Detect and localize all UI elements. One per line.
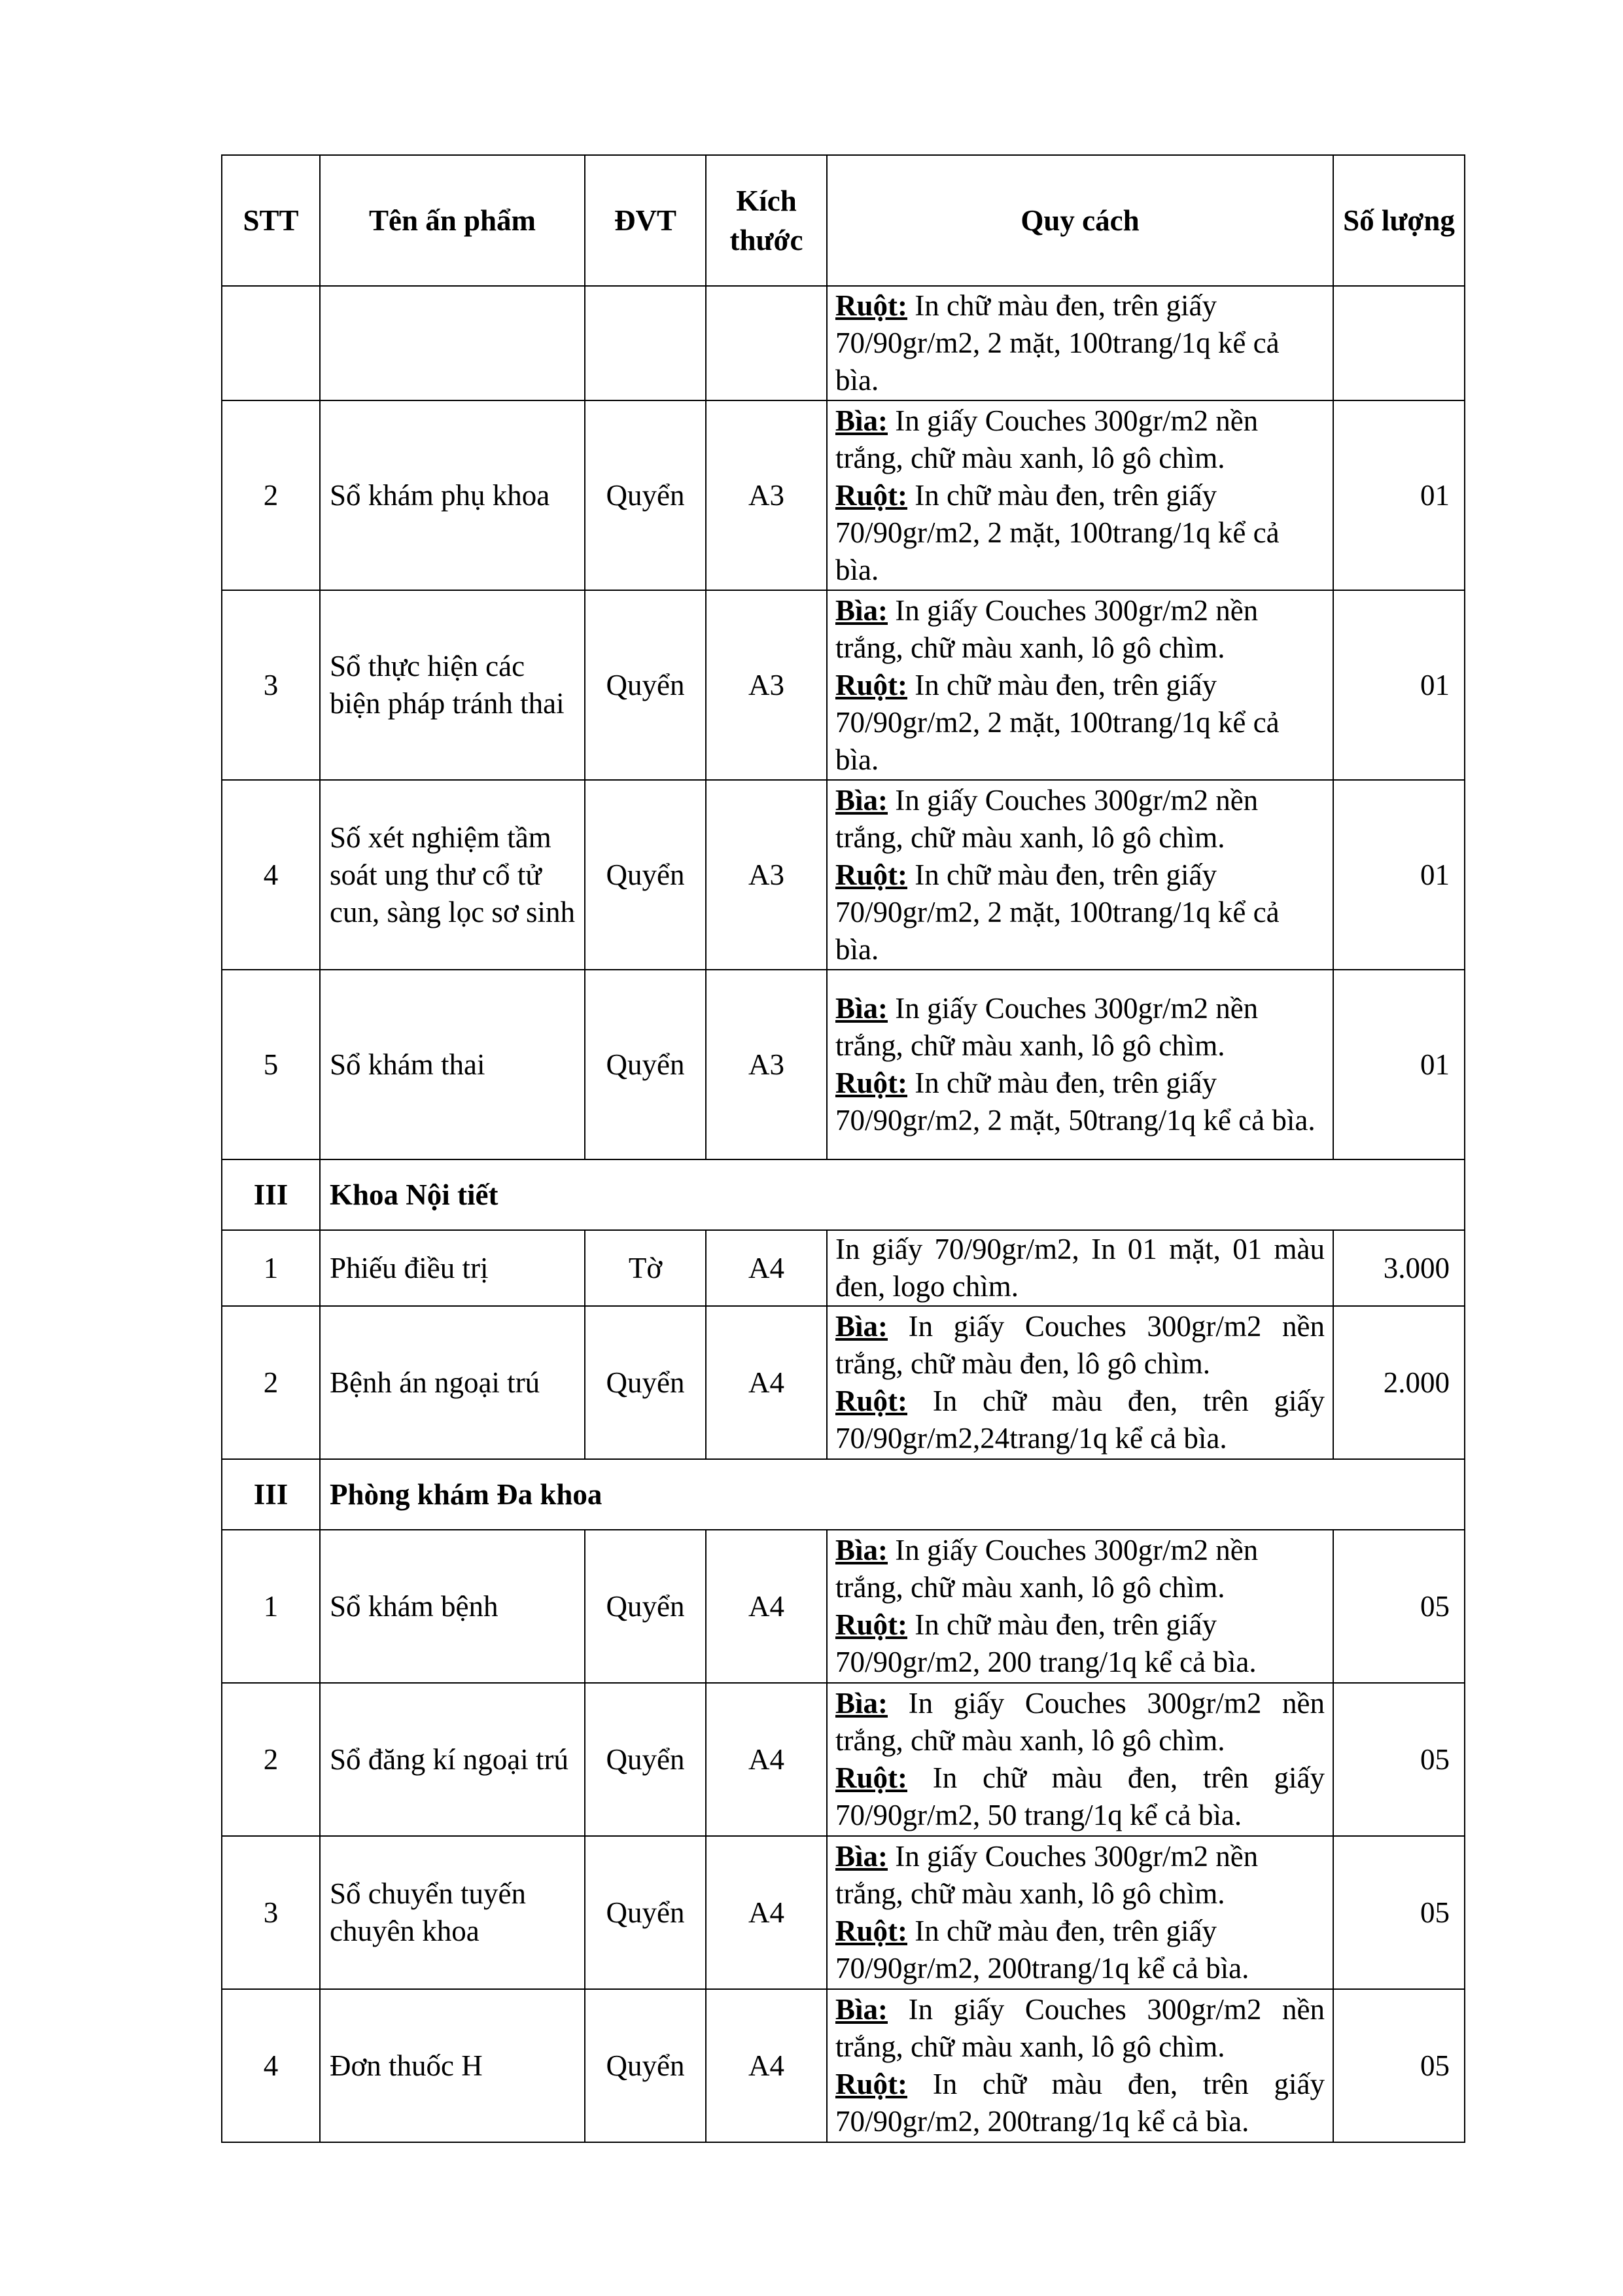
cell-dvt: Quyển [585,400,706,590]
cell-stt: 3 [222,590,320,780]
cell-spec [827,1683,1333,1836]
table-row [222,780,1465,970]
bia-label: Bìa: [835,1687,888,1720]
cell-size: A3 [706,970,827,1159]
cell-dvt: Quyển [585,1989,706,2142]
section-stt: III [222,1459,320,1530]
cell-name: Sổ khám thai [320,970,585,1159]
cell-dvt: Quyển [585,970,706,1159]
cell-dvt: Quyển [585,590,706,780]
bia-label: Bìa: [835,783,888,817]
bia-text: In giấy Couches 300gr/m2 nền trắng, chữ màu xanh, lô gô chìm. [835,593,1259,664]
ruot-label: Ruột: [835,289,907,322]
header-spec: Quy cách [827,155,1333,286]
cell-size: A3 [706,400,827,590]
cell-qty: 01 [1333,970,1465,1159]
cell-dvt [585,286,706,400]
header-size: Kích thước [706,155,827,286]
ruot-text: In chữ màu đen, trên giấy 70/90gr/m2, 200 trang/1q kể cả bìa. [835,1608,1257,1678]
ruot-text: In chữ màu đen, trên giấy 70/90gr/m2, 50 trang/1q kể cả bìa. [835,1761,1325,1831]
bia-text: In giấy Couches 300gr/m2 nền trắng, chữ màu xanh, lô gô chìm. [835,1687,1325,1757]
ruot-label: Ruột: [835,1761,907,1794]
bia-text: In giấy Couches 300gr/m2 nền trắng, chữ màu xanh, lô gô chìm. [835,783,1259,854]
bia-label: Bìa: [835,1310,888,1343]
ruot-label: Ruột: [835,1385,907,1417]
cell-dvt: Quyển [585,780,706,970]
bia-text: In giấy Couches 300gr/m2 nền trắng, chữ màu xanh, lô gô chìm. [835,992,1259,1062]
cell-stt: 4 [222,780,320,970]
cell-size: A4 [706,1989,827,2142]
bia-text: In giấy Couches 300gr/m2 nền trắng, chữ màu đen, lô gô chìm. [835,1310,1325,1380]
ruot-label: Ruột: [835,858,907,891]
cell-spec [827,1836,1333,1989]
ruot-label: Ruột: [835,1608,907,1641]
table-row [222,1836,1465,1989]
bia-label: Bìa: [835,1534,888,1566]
cell-stt: 4 [222,1989,320,2142]
table-row [222,1230,1465,1306]
bia-label: Bìa: [835,1993,888,2026]
cell-size: A4 [706,1836,827,1989]
cell-size: A3 [706,590,827,780]
cell-name: Đơn thuốc H [320,1989,585,2142]
cell-stt: 2 [222,1306,320,1459]
cell-spec [827,780,1333,970]
section-name: Phòng khám Đa khoa [320,1459,1465,1530]
section-row-da-khoa [222,1459,1465,1530]
cell-name: Số xét nghiệm tầm soát ung thư cổ tử cun, sàng lọc sơ sinh [320,780,585,970]
cell-name: Sổ khám bệnh [320,1530,585,1683]
cell-name: Sổ đăng kí ngoại trú [320,1683,585,1836]
cell-spec [827,970,1333,1159]
cell-dvt: Quyển [585,1530,706,1683]
cell-qty: 05 [1333,1989,1465,2142]
cell-name: Sổ khám phụ khoa [320,400,585,590]
ruot-text: In chữ màu đen, trên giấy 70/90gr/m2, 200trang/1q kể cả bìa. [835,1915,1249,1985]
cell-stt: 2 [222,400,320,590]
section-row-noi-tiet [222,1159,1465,1230]
cell-qty: 01 [1333,590,1465,780]
cell-stt: 5 [222,970,320,1159]
bia-text: In giấy Couches 300gr/m2 nền trắng, chữ màu xanh, lô gô chìm. [835,1534,1259,1604]
cell-qty: 2.000 [1333,1306,1465,1459]
ruot-label: Ruột: [835,668,907,701]
table-row [222,1306,1465,1459]
table-row [222,1989,1465,2142]
ruot-label: Ruột: [835,1915,907,1947]
cell-size [706,286,827,400]
table-header-row [222,155,1465,286]
header-qty: Số lượng [1333,155,1465,286]
cell-qty: 01 [1333,780,1465,970]
cell-stt: 3 [222,1836,320,1989]
table-row [222,1530,1465,1683]
ruot-text: In chữ màu đen, trên giấy 70/90gr/m2, 2 mặt, 100trang/1q kể cả bìa. [835,858,1280,966]
bia-label: Bìa: [835,404,888,437]
cell-spec: In giấy 70/90gr/m2, In 01 mặt, 01 màu đen, logo chìm. [827,1230,1333,1306]
cell-dvt: Tờ [585,1230,706,1306]
cell-stt: 1 [222,1530,320,1683]
cell-qty: 01 [1333,400,1465,590]
ruot-label: Ruột: [835,1067,907,1099]
cell-name: Phiếu điều trị [320,1230,585,1306]
cell-qty: 05 [1333,1530,1465,1683]
cell-spec [827,1989,1333,2142]
header-name: Tên ấn phẩm [320,155,585,286]
ruot-text: In chữ màu đen, trên giấy 70/90gr/m2, 2 mặt, 50trang/1q kể cả bìa. [835,1067,1316,1137]
cell-spec [827,1306,1333,1459]
bia-text: In giấy Couches 300gr/m2 nền trắng, chữ màu xanh, lô gô chìm. [835,1993,1325,2063]
cell-qty: 3.000 [1333,1230,1465,1306]
table-row-continued [222,286,1465,400]
cell-qty: 05 [1333,1683,1465,1836]
table-row [222,400,1465,590]
bia-label: Bìa: [835,992,888,1025]
cell-spec [827,286,1333,400]
table-row [222,1683,1465,1836]
bia-label: Bìa: [835,1840,888,1873]
cell-name: Bệnh án ngoại trú [320,1306,585,1459]
cell-spec [827,1530,1333,1683]
header-dvt: ĐVT [585,155,706,286]
section-stt: III [222,1159,320,1230]
bia-text: In giấy Couches 300gr/m2 nền trắng, chữ màu xanh, lô gô chìm. [835,1840,1259,1910]
ruot-text: In chữ màu đen, trên giấy 70/90gr/m2, 2 mặt, 100trang/1q kể cả bìa. [835,289,1280,397]
cell-size: A4 [706,1306,827,1459]
cell-name: Sổ thực hiện các biện pháp tránh thai [320,590,585,780]
table-row [222,590,1465,780]
cell-size: A3 [706,780,827,970]
cell-spec [827,590,1333,780]
section-name: Khoa Nội tiết [320,1159,1465,1230]
header-stt: STT [222,155,320,286]
cell-stt [222,286,320,400]
cell-spec [827,400,1333,590]
cell-dvt: Quyển [585,1683,706,1836]
print-items-table [221,154,1465,2143]
ruot-text: In chữ màu đen, trên giấy 70/90gr/m2, 200trang/1q kể cả bìa. [835,2068,1325,2138]
ruot-text: In chữ màu đen, trên giấy 70/90gr/m2, 2 mặt, 100trang/1q kể cả bìa. [835,668,1280,776]
cell-stt: 2 [222,1683,320,1836]
cell-qty: 05 [1333,1836,1465,1989]
table-row [222,970,1465,1159]
bia-label: Bìa: [835,593,888,627]
ruot-text: In chữ màu đen, trên giấy 70/90gr/m2, 2 mặt, 100trang/1q kể cả bìa. [835,478,1280,586]
bia-text: In giấy Couches 300gr/m2 nền trắng, chữ màu xanh, lô gô chìm. [835,404,1259,474]
cell-name [320,286,585,400]
ruot-label: Ruột: [835,2068,907,2100]
cell-size: A4 [706,1530,827,1683]
ruot-label: Ruột: [835,478,907,512]
cell-dvt: Quyển [585,1836,706,1989]
cell-dvt: Quyển [585,1306,706,1459]
cell-qty [1333,286,1465,400]
cell-stt: 1 [222,1230,320,1306]
cell-size: A4 [706,1683,827,1836]
cell-size: A4 [706,1230,827,1306]
cell-name: Sổ chuyển tuyến chuyên khoa [320,1836,585,1989]
ruot-text: In chữ màu đen, trên giấy 70/90gr/m2,24trang/1q kể cả bìa. [835,1385,1325,1455]
